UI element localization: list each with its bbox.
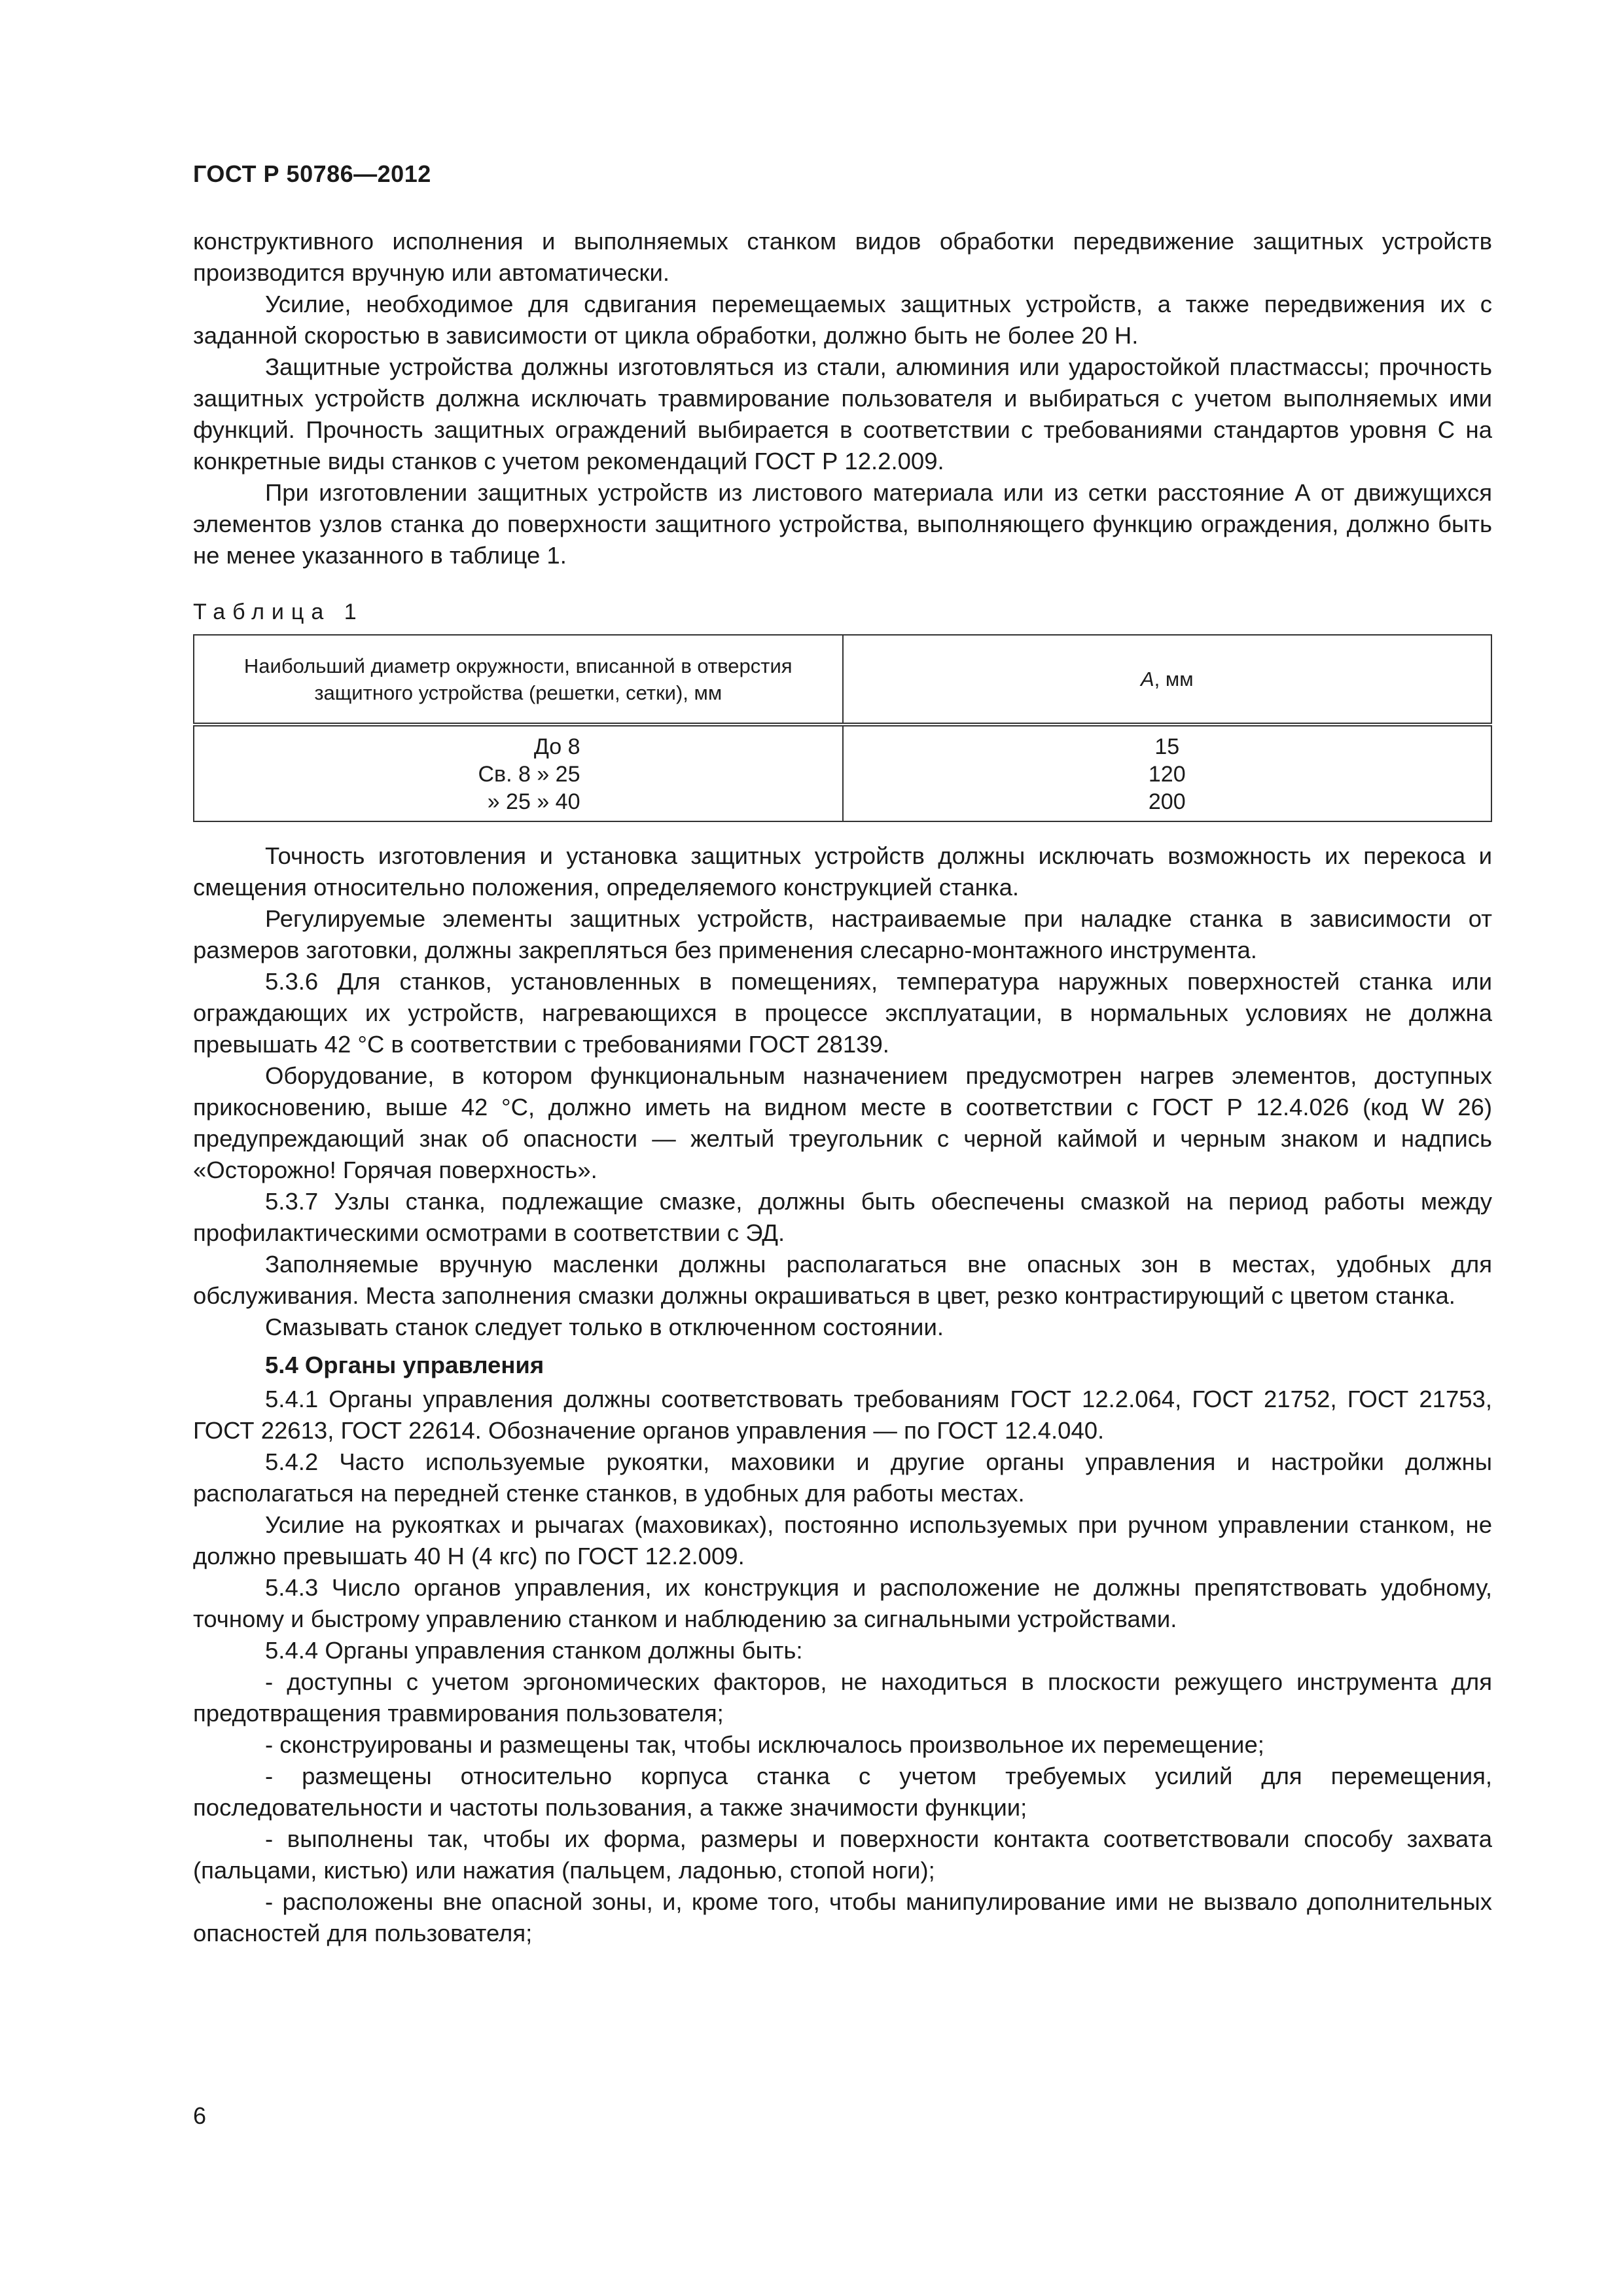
list-item: - выполнены так, чтобы их форма, размеры и поверхности контакта соответствовали способу захвата (пальцами, кистью) или нажатия (пальцем, ладонью, стопой ноги);: [193, 1825, 1492, 1884]
paragraph: 5.4.3 Число органов управления, их конструкция и расположение не должны препятствовать удобному, точному и быстрому управлению станком и наблюдению за сигнальными устройствами.: [193, 1574, 1492, 1632]
cell-value: 15: [1154, 734, 1180, 759]
table-header-distance-symbol: А: [1140, 668, 1154, 691]
list-item: - доступны с учетом эргономических факторов, не находиться в плоскости режущего инструмента для предотвращения травмирования пользователя;: [193, 1668, 1492, 1727]
paragraph: 5.3.6 Для станков, установленных в помещениях, температура наружных поверхностей станка или ограждающих их устройств, нагревающихся в процессе эксплуатации, в нормальных условиях не должна превышать 42 °С в соответствии с требованиями ГОСТ 28139.: [193, 968, 1492, 1058]
cell-value: 120: [1148, 762, 1186, 787]
document-header: ГОСТ Р 50786—2012: [193, 160, 431, 187]
document-body: [193, 226, 1492, 1949]
paragraph: Защитные устройства должны изготовляться из стали, алюминия или ударостойкой пластмассы; прочность защитных устройств должна исключать травмирование пользователя и выбираться с учетом выполняемых ими функций. Прочность защитных ограждений выбирается в соответствии с требованиями стандартов уровня С на конкретные виды станков с учетом рекомендаций ГОСТ Р 12.2.009.: [193, 353, 1492, 475]
paragraph: 5.4.1 Органы управления должны соответствовать требованиям ГОСТ 12.2.064, ГОСТ 21752, ГОСТ 21753, ГОСТ 22613, ГОСТ 22614. Обозначение органов управления — по ГОСТ 12.4.040.: [193, 1386, 1492, 1444]
table-header-distance: А, мм: [843, 635, 1492, 725]
paragraph: 5.4.4 Органы управления станком должны быть:: [265, 1637, 803, 1664]
list-item: - сконструированы и размещены так, чтобы исключалось произвольное их перемещение;: [265, 1731, 1264, 1758]
paragraph: Оборудование, в котором функциональным назначением предусмотрен нагрев элементов, доступных прикосновению, выше 42 °С, должно иметь на видном месте в соответствии с ГОСТ Р 12.4.026 (код W 26) предупреждающий знак об опасности — желтый треугольник с черной каймой и черным знаком и надпись «Осторожно! Горячая поверхность».: [193, 1062, 1492, 1183]
paragraph: Регулируемые элементы защитных устройств, настраиваемые при наладке станка в зависимости от размеров заготовки, должны закрепляться без применения слесарно-монтажного инструмента.: [193, 905, 1492, 963]
list-item: - расположены вне опасной зоны, и, кроме того, чтобы манипулирование ими не вызвало дополнительных опасностей для пользователя;: [193, 1888, 1492, 1946]
table-caption: Таблица 1: [193, 600, 364, 624]
paragraph: конструктивного исполнения и выполняемых станком видов обработки передвижение защитных устройств производится вручную или автоматически.: [193, 228, 1492, 286]
cell-value: » 25 » 40: [487, 789, 580, 814]
cell-value: 200: [1148, 789, 1186, 814]
paragraph: При изготовлении защитных устройств из листового материала или из сетки расстояние А от движущихся элементов узлов станка до поверхности защитного устройства, выполняющего функцию ограждения, должно быть не менее указанного в таблице 1.: [193, 479, 1492, 569]
table-header-row: [194, 635, 1491, 725]
table-cell-diameter: [194, 725, 843, 821]
paragraph: Усилие, необходимое для сдвигания перемещаемых защитных устройств, а также передвижения их с заданной скоростью в зависимости от цикла обработки, должно быть не более 20 Н.: [193, 291, 1492, 349]
paragraph: Смазывать станок следует только в отключенном состоянии.: [265, 1314, 944, 1340]
paragraph: Заполняемые вручную масленки должны располагаться вне опасных зон в местах, удобных для обслуживания. Места заполнения смазки должны окрашиваться в цвет, резко контрастирующий с цветом станка.: [193, 1251, 1492, 1309]
table-1: [193, 634, 1492, 822]
table-row: [194, 725, 1491, 821]
table-cell-distance: [843, 725, 1492, 821]
list-item: - размещены относительно корпуса станка с учетом требуемых усилий для перемещения, последовательности и частоты пользования, а также значимости функции;: [193, 1763, 1492, 1821]
page-number: 6: [193, 2102, 207, 2129]
paragraph: 5.3.7 Узлы станка, подлежащие смазке, должны быть обеспечены смазкой на период работы между профилактическими осмотрами в соответствии с ЭД.: [193, 1188, 1492, 1246]
section-title: 5.4 Органы управления: [265, 1352, 544, 1378]
table-header-diameter: Наибольший диаметр окружности, вписанной в отверстия защитного устройства (решетки, сетки), мм: [194, 635, 843, 725]
paragraph: 5.4.2 Часто используемые рукоятки, маховики и другие органы управления и настройки должны располагаться на передней стенке станков, в удобных для работы местах.: [193, 1448, 1492, 1507]
paragraph: Усилие на рукоятках и рычагах (маховиках), постоянно используемых при ручном управлении станком, не должно превышать 40 Н (4 кгс) по ГОСТ 12.2.009.: [193, 1511, 1492, 1570]
cell-value: До 8: [533, 734, 580, 759]
paragraph: Точность изготовления и установка защитных устройств должны исключать возможность их перекоса и смещения относительно положения, определяемого конструкцией станка.: [193, 842, 1492, 901]
cell-value: Св. 8 » 25: [478, 762, 580, 787]
